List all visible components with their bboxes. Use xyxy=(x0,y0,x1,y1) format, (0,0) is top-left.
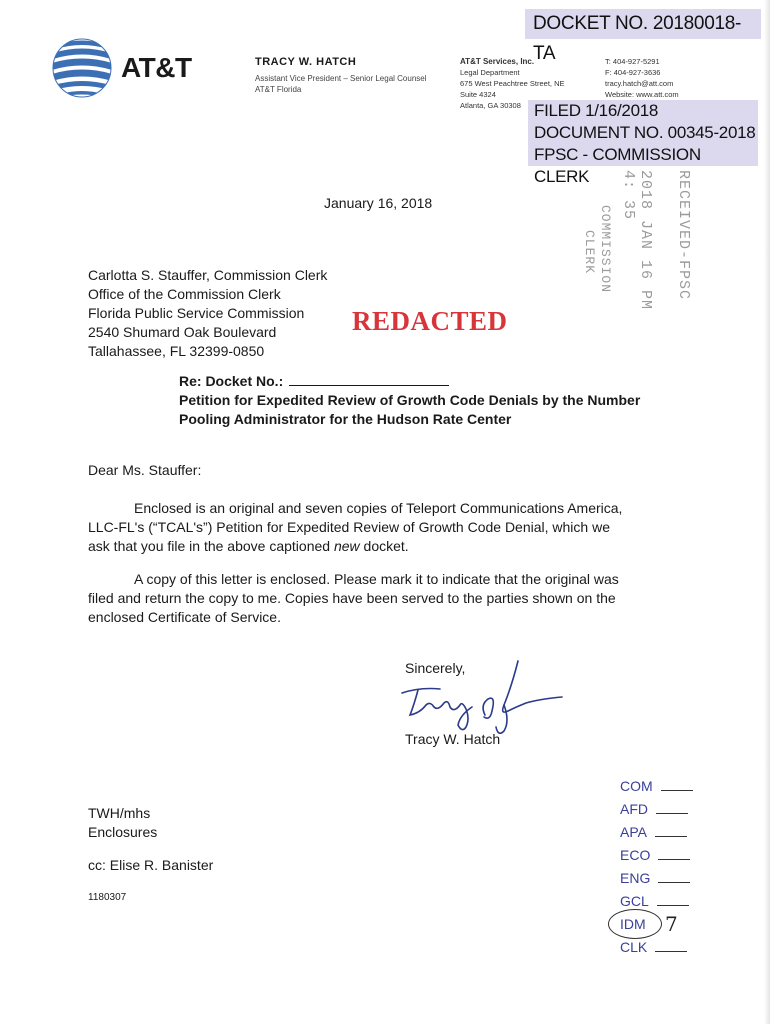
circled-mark xyxy=(608,909,662,939)
body-line: docket. xyxy=(359,538,409,554)
routing-item: IDM 7 xyxy=(620,916,646,932)
recipient-line: Florida Public Service Commission xyxy=(88,305,305,321)
letter-date: January 16, 2018 xyxy=(324,195,433,211)
phone: T: 404-927-5291 xyxy=(605,57,660,66)
routing-item: ENG xyxy=(620,870,690,886)
filed-date: FILED 1/16/2018 xyxy=(534,101,659,120)
sender-title-line: Assistant Vice President – Senior Legal Counsel xyxy=(255,74,427,83)
enclosures-label: Enclosures xyxy=(88,824,158,840)
address-line: Atlanta, GA 30308 xyxy=(460,101,521,110)
body-line: Enclosed is an original and seven copies of Teleport Communications America, xyxy=(134,500,623,516)
recipient-address xyxy=(88,266,327,361)
received-date-text: 2018 JAN 16 PM 4: 35 xyxy=(620,170,654,311)
docket-blank xyxy=(289,373,449,386)
document-number: DOCUMENT NO. 00345-2018 xyxy=(534,123,756,142)
initials-block xyxy=(88,804,157,842)
fpsc-clerk-label: FPSC - COMMISSION CLERK xyxy=(534,145,701,186)
body-line: filed and return the copy to me. Copies have been served to the parties shown on the xyxy=(88,590,616,606)
redacted-stamp: REDACTED xyxy=(352,306,508,336)
routing-item: ECO xyxy=(620,847,690,863)
body-line: ask that you file in the above captioned xyxy=(88,538,334,554)
address-line: Legal Department xyxy=(460,68,520,77)
routing-item: AFD xyxy=(620,801,688,817)
sender-org-line: AT&T Florida xyxy=(255,85,302,94)
att-globe-icon xyxy=(52,38,112,98)
handwritten-count: 7 xyxy=(665,912,678,936)
recipient-line: Carlotta S. Stauffer, Commission Clerk xyxy=(88,267,328,283)
salutation: Dear Ms. Stauffer: xyxy=(88,462,202,478)
routing-item: CLK xyxy=(620,939,687,955)
recipient-line: Office of the Commission Clerk xyxy=(88,286,281,302)
commission-text: COMMISSION xyxy=(598,205,613,294)
sender-name: TRACY W. HATCH xyxy=(255,56,357,68)
body-paragraph xyxy=(88,499,673,556)
page-edge-shadow xyxy=(764,0,770,1024)
handwritten-signature xyxy=(400,655,570,740)
routing-item: APA xyxy=(620,824,687,840)
routing-item: COM xyxy=(620,778,693,794)
address-line: AT&T Services, Inc. xyxy=(460,57,535,66)
subject-line: Petition for Expedited Review of Growth Code Denials by the Number xyxy=(179,392,641,408)
address-line: Suite 4324 xyxy=(460,90,496,99)
docket-number-stamp: DOCKET NO. 20180018-TA xyxy=(525,9,761,39)
recipient-line: Tallahassee, FL 32399-0850 xyxy=(88,343,265,359)
internal-document-number: 1180307 xyxy=(88,892,127,903)
subject-line: Pooling Administrator for the Hudson Rate Center xyxy=(179,411,512,427)
re-label: Re: Docket No.: xyxy=(179,373,284,389)
body-line: enclosed Certificate of Service. xyxy=(88,609,281,625)
recipient-line: 2540 Shumard Oak Boulevard xyxy=(88,324,277,340)
body-paragraph xyxy=(88,570,673,627)
fax: F: 404-927-3636 xyxy=(605,68,661,77)
sender-address xyxy=(460,56,565,111)
cc-line: cc: Elise R. Banister xyxy=(88,857,214,873)
routing-item: GCL xyxy=(620,893,689,909)
clerk-text: CLERK xyxy=(582,230,597,275)
received-fpsc-text: RECEIVED-FPSC xyxy=(675,170,692,301)
att-logo-text: AT&T xyxy=(121,52,192,83)
docket-line xyxy=(179,372,640,391)
website-link[interactable]: Website: www.att.com xyxy=(605,90,679,99)
sender-title xyxy=(255,73,427,95)
sender-contact xyxy=(605,56,679,100)
body-line: A copy of this letter is enclosed. Please mark it to indicate that the original was xyxy=(134,571,619,587)
body-line: LLC-FL's (“TCAL's”) Petition for Expedited Review of Growth Code Denial, which we xyxy=(88,519,610,535)
signer-name: Tracy W. Hatch xyxy=(405,731,501,747)
subject-block xyxy=(179,372,640,429)
email-link[interactable]: tracy.hatch@att.com xyxy=(605,79,674,88)
received-stamp xyxy=(582,170,710,320)
closing: Sincerely, xyxy=(405,660,466,676)
typist-initials: TWH/mhs xyxy=(88,805,151,821)
emphasis: new xyxy=(333,538,360,554)
address-line: 675 West Peachtree Street, NE xyxy=(460,79,565,88)
